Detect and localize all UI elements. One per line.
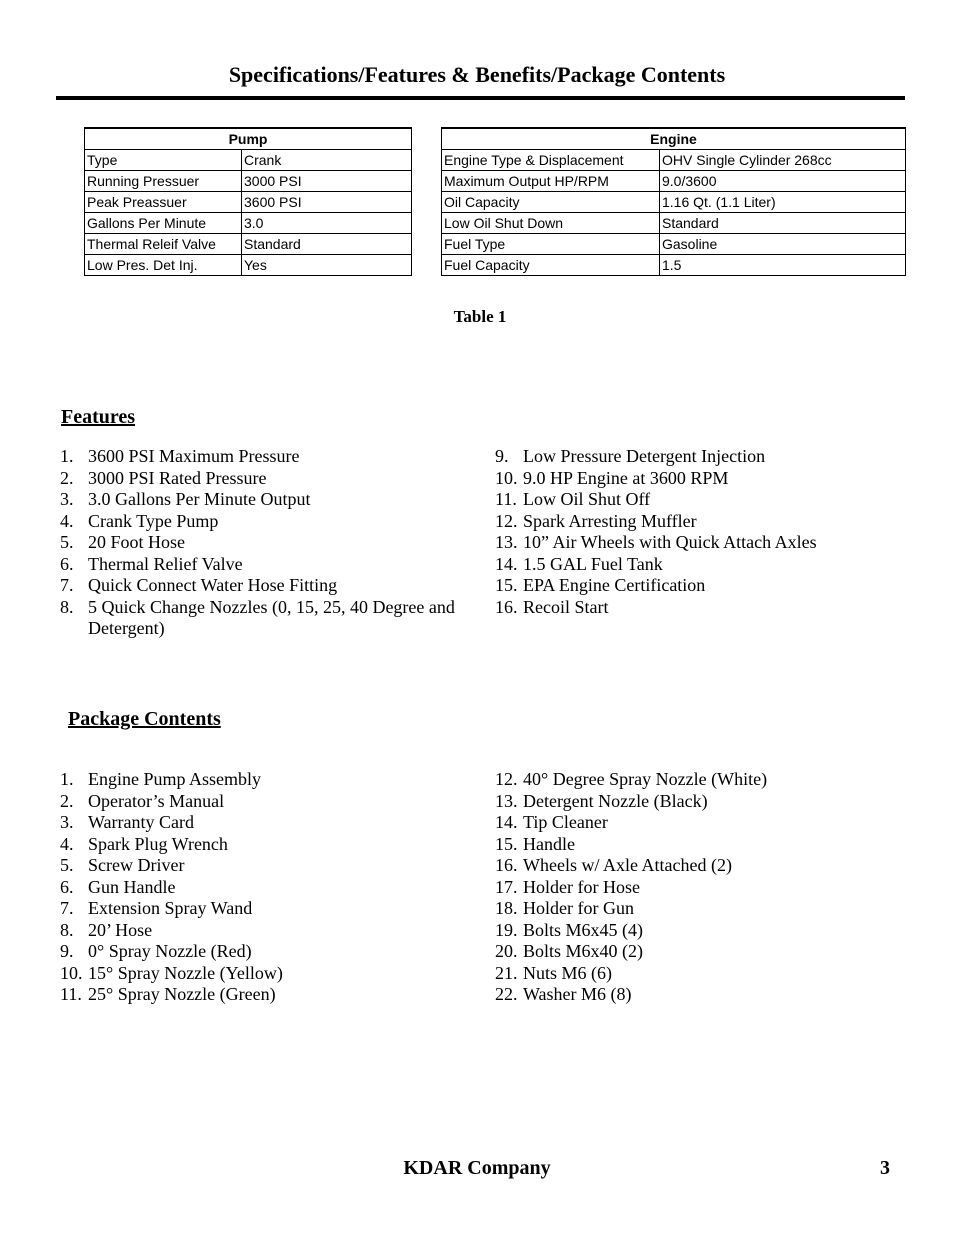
list-item-text: 0° Spray Nozzle (Red) xyxy=(88,941,252,961)
pump-spec-value: Standard xyxy=(242,234,412,255)
list-item-text: Engine Pump Assembly xyxy=(88,769,262,789)
list-item xyxy=(60,554,460,576)
list-item-number: 16. xyxy=(495,855,518,875)
pump-table-body xyxy=(85,128,412,276)
list-item-text: 25° Spray Nozzle (Green) xyxy=(88,984,276,1004)
engine-table-row xyxy=(442,171,906,192)
list-item-number: 9. xyxy=(495,446,509,466)
list-item xyxy=(60,532,460,554)
list-item-text: Low Pressure Detergent Injection xyxy=(523,446,766,466)
engine-table-row xyxy=(442,255,906,276)
pump-spec-value: 3.0 xyxy=(242,213,412,234)
list-item-text: Operator’s Manual xyxy=(88,790,225,811)
pump-spec-label: Running Pressuer xyxy=(85,171,242,192)
pump-spec-value: Crank xyxy=(242,150,412,171)
list-item-text: 3600 PSI Maximum Pressure xyxy=(88,446,300,466)
engine-spec-label: Engine Type & Displacement xyxy=(442,150,660,171)
list-item xyxy=(495,941,925,963)
engine-spec-value: Standard xyxy=(660,213,906,234)
pump-table-heading: Pump xyxy=(85,128,412,150)
engine-table-row xyxy=(442,213,906,234)
page-title: Specifications/Features & Benefits/Package Contents xyxy=(228,62,726,87)
list-item-text: 20 Foot Hose xyxy=(88,532,186,552)
list-item xyxy=(60,812,460,834)
list-item-number: 5. xyxy=(60,855,74,875)
list-item-number: 22. xyxy=(495,984,518,1004)
list-item-number: 14. xyxy=(495,812,518,832)
list-item-text: 3.0 Gallons Per Minute Output xyxy=(88,489,311,509)
list-item-text: 3000 PSI Rated Pressure xyxy=(88,467,267,488)
list-item xyxy=(60,855,460,877)
list-item xyxy=(495,489,925,511)
list-item xyxy=(495,575,925,597)
list-item xyxy=(495,984,925,1006)
pump-spec-label: Low Pres. Det Inj. xyxy=(85,255,242,276)
list-item-text: Extension Spray Wand xyxy=(88,898,253,918)
list-item xyxy=(60,511,460,533)
list-item-text: EPA Engine Certification xyxy=(523,575,706,595)
list-item-number: 3. xyxy=(60,489,74,509)
list-item-number: 1. xyxy=(60,446,74,466)
list-item-number: 21. xyxy=(495,962,518,983)
list-item-number: 11. xyxy=(495,489,517,509)
list-item-text: 9.0 HP Engine at 3600 RPM xyxy=(523,467,729,488)
list-item-text: 1.5 GAL Fuel Tank xyxy=(523,553,663,574)
list-item-number: 20. xyxy=(495,941,518,961)
list-item-number: 18. xyxy=(495,898,518,918)
list-item-number: 9. xyxy=(60,941,74,961)
list-item-number: 8. xyxy=(60,919,74,940)
list-item xyxy=(495,920,925,942)
title-divider xyxy=(56,96,905,100)
list-item xyxy=(495,446,925,468)
list-item-text: Bolts M6x45 (4) xyxy=(523,919,644,940)
list-item-number: 10. xyxy=(495,467,518,488)
list-item xyxy=(60,446,460,468)
table-caption: Table 1 xyxy=(453,307,507,326)
list-item-number: 4. xyxy=(60,510,74,531)
list-item xyxy=(495,532,925,554)
pump-table-row xyxy=(85,171,412,192)
package-contents-heading: Package Contents xyxy=(68,708,221,730)
list-item xyxy=(60,877,460,899)
pump-spec-label: Gallons Per Minute xyxy=(85,213,242,234)
list-item-number: 10. xyxy=(60,962,83,983)
list-item-number: 15. xyxy=(495,833,518,854)
list-item-number: 12. xyxy=(495,769,518,789)
engine-spec-label: Oil Capacity xyxy=(442,192,660,213)
list-item-number: 7. xyxy=(60,898,74,918)
list-item xyxy=(60,468,460,490)
list-item xyxy=(495,511,925,533)
pump-spec-label: Type xyxy=(85,150,242,171)
list-item-number: 15. xyxy=(495,575,518,595)
list-item xyxy=(60,791,460,813)
list-item xyxy=(495,877,925,899)
list-item-text: Gun Handle xyxy=(88,876,176,897)
list-item-text: Holder for Hose xyxy=(523,876,640,897)
list-item-number: 12. xyxy=(495,510,518,531)
list-item xyxy=(495,597,925,619)
engine-table-row xyxy=(442,150,906,171)
engine-table-row xyxy=(442,192,906,213)
list-item xyxy=(60,898,460,920)
pump-table-row xyxy=(85,255,412,276)
list-item-text: Holder for Gun xyxy=(523,898,634,918)
list-item-number: 6. xyxy=(60,553,74,574)
list-item-text: 5 Quick Change Nozzles (0, 15, 25, 40 Degree and Detergent) xyxy=(88,596,455,638)
pump-table-header-row xyxy=(85,128,412,150)
list-item-number: 3. xyxy=(60,812,74,832)
list-item xyxy=(495,898,925,920)
list-item xyxy=(495,834,925,856)
engine-spec-value: 9.0/3600 xyxy=(660,171,906,192)
list-item xyxy=(60,834,460,856)
features-list-right xyxy=(495,446,925,618)
pump-spec-value: 3600 PSI xyxy=(242,192,412,213)
list-item-text: Spark Arresting Muffler xyxy=(523,510,697,531)
engine-spec-label: Low Oil Shut Down xyxy=(442,213,660,234)
list-item xyxy=(60,769,460,791)
list-item xyxy=(495,554,925,576)
list-item xyxy=(495,791,925,813)
list-item-number: 13. xyxy=(495,532,518,552)
list-item-number: 2. xyxy=(60,790,74,811)
list-item-number: 5. xyxy=(60,532,74,552)
pump-table-row xyxy=(85,234,412,255)
list-item xyxy=(60,920,460,942)
list-item-text: Warranty Card xyxy=(88,812,195,832)
list-item-text: 15° Spray Nozzle (Yellow) xyxy=(88,962,283,983)
list-item-text: 10” Air Wheels with Quick Attach Axles xyxy=(523,532,817,552)
engine-table-heading: Engine xyxy=(442,128,906,150)
engine-spec-value: Gasoline xyxy=(660,234,906,255)
pump-table-row xyxy=(85,192,412,213)
engine-spec-table xyxy=(441,127,906,276)
package-list-left xyxy=(60,769,460,1006)
list-item-text: 40° Degree Spray Nozzle (White) xyxy=(523,769,768,789)
list-item-number: 17. xyxy=(495,876,518,897)
pump-spec-value: 3000 PSI xyxy=(242,171,412,192)
list-item-text: Detergent Nozzle (Black) xyxy=(523,790,708,811)
pump-table-row xyxy=(85,213,412,234)
features-list-left xyxy=(60,446,460,640)
list-item-number: 8. xyxy=(60,596,74,617)
pump-spec-value: Yes xyxy=(242,255,412,276)
list-item-number: 4. xyxy=(60,833,74,854)
list-item-number: 2. xyxy=(60,467,74,488)
engine-spec-value: 1.16 Qt. (1.1 Liter) xyxy=(660,192,906,213)
engine-table-row xyxy=(442,234,906,255)
list-item-text: 20’ Hose xyxy=(88,919,153,940)
list-item-text: Crank Type Pump xyxy=(88,510,219,531)
features-heading: Features xyxy=(61,406,136,428)
list-item xyxy=(60,597,460,640)
pump-spec-label: Peak Preassuer xyxy=(85,192,242,213)
list-item-text: Washer M6 (8) xyxy=(523,984,632,1004)
list-item-text: Handle xyxy=(523,833,575,854)
page-number: 3 xyxy=(880,1157,890,1179)
package-list-right xyxy=(495,769,925,1006)
list-item-number: 16. xyxy=(495,596,518,617)
list-item xyxy=(60,489,460,511)
list-item-text: Spark Plug Wrench xyxy=(88,833,228,854)
list-item xyxy=(60,963,460,985)
list-item xyxy=(495,468,925,490)
list-item-number: 19. xyxy=(495,919,518,940)
list-item-number: 6. xyxy=(60,876,74,897)
list-item-text: Wheels w/ Axle Attached (2) xyxy=(523,855,732,875)
engine-spec-label: Maximum Output HP/RPM xyxy=(442,171,660,192)
list-item-text: Low Oil Shut Off xyxy=(523,489,651,509)
engine-table-body xyxy=(442,128,906,276)
list-item-text: Thermal Relief Valve xyxy=(88,553,243,574)
list-item-text: Screw Driver xyxy=(88,855,185,875)
footer-company: KDAR Company xyxy=(403,1157,551,1179)
list-item-number: 11. xyxy=(60,984,82,1004)
list-item-text: Quick Connect Water Hose Fitting xyxy=(88,575,338,595)
list-item-number: 1. xyxy=(60,769,74,789)
pump-spec-table xyxy=(84,127,412,276)
list-item xyxy=(60,984,460,1006)
list-item-text: Recoil Start xyxy=(523,596,609,617)
list-item xyxy=(495,963,925,985)
engine-spec-value: 1.5 xyxy=(660,255,906,276)
list-item-number: 13. xyxy=(495,790,518,811)
list-item-number: 7. xyxy=(60,575,74,595)
pump-spec-label: Thermal Releif Valve xyxy=(85,234,242,255)
list-item-number: 14. xyxy=(495,553,518,574)
engine-spec-value: OHV Single Cylinder 268cc xyxy=(660,150,906,171)
engine-spec-label: Fuel Type xyxy=(442,234,660,255)
list-item xyxy=(495,769,925,791)
list-item-text: Tip Cleaner xyxy=(523,812,608,832)
engine-spec-label: Fuel Capacity xyxy=(442,255,660,276)
pump-table-row xyxy=(85,150,412,171)
list-item xyxy=(60,941,460,963)
list-item xyxy=(60,575,460,597)
list-item-text: Bolts M6x40 (2) xyxy=(523,941,644,961)
engine-table-header-row xyxy=(442,128,906,150)
list-item xyxy=(495,855,925,877)
list-item xyxy=(495,812,925,834)
list-item-text: Nuts M6 (6) xyxy=(523,962,612,983)
